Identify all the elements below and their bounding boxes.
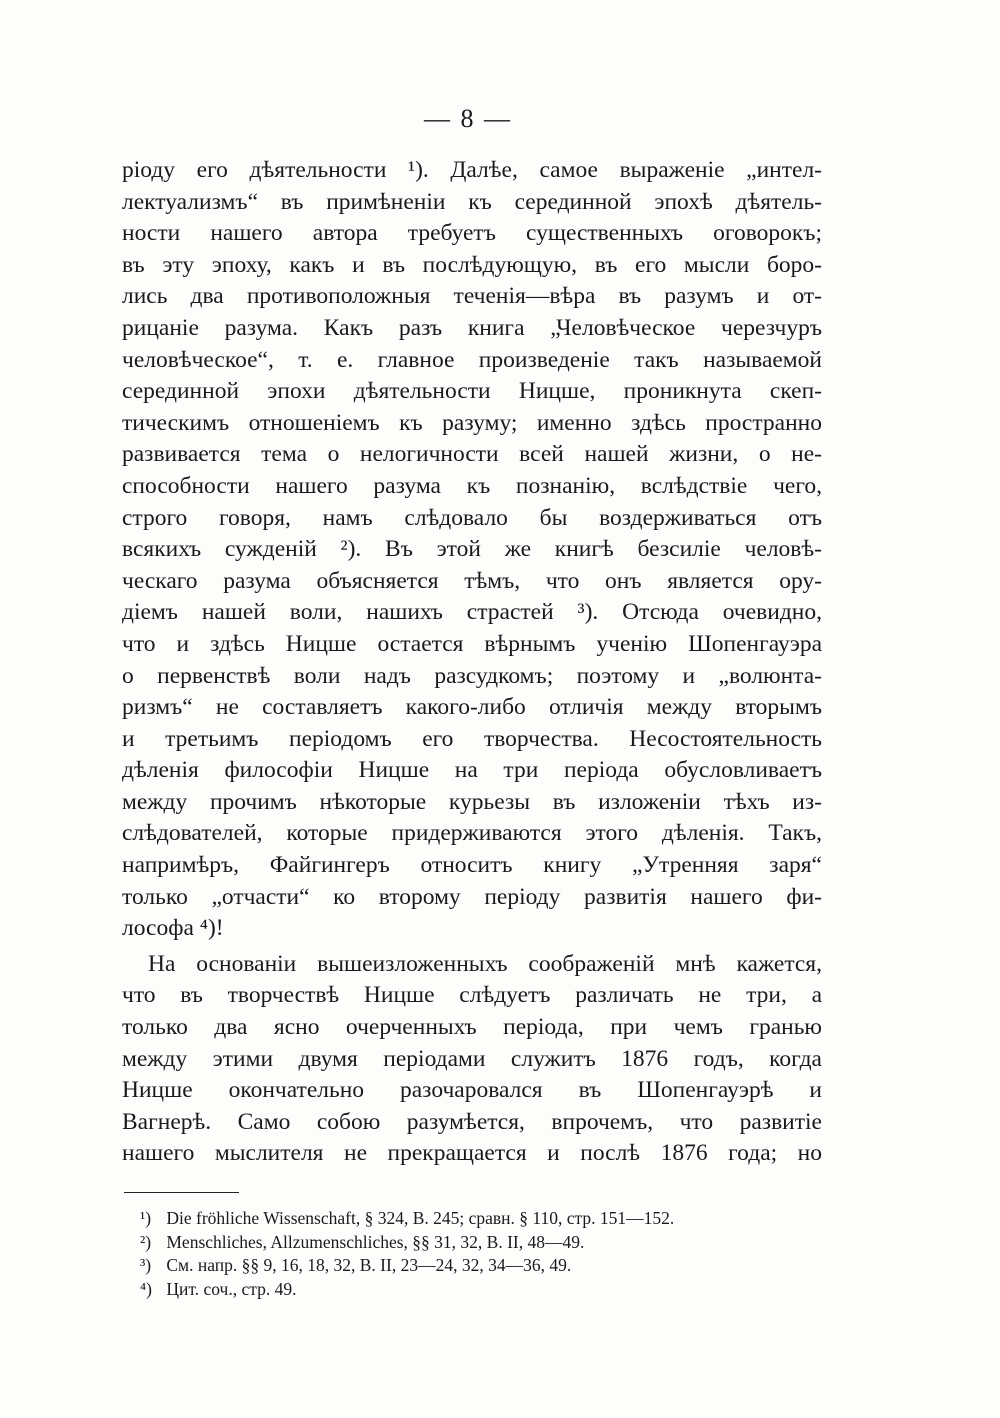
text-line: ческаго разума объясняется тѣмъ, что онъ является ору- [122, 567, 822, 594]
footnote-text: Menschliches, Allzumenschliches, §§ 31, 32, В. II, 48—49. [166, 1231, 585, 1252]
text-line: ріоду его дѣятельности ¹). Далѣе, самое выраженіе „интел- [122, 157, 822, 183]
footnote-divider [124, 1192, 239, 1193]
text-line: что въ творчествѣ Ницше слѣдуетъ различать не три, а [122, 982, 822, 1009]
text-line: На основаніи вышеизложенныхъ соображеній мнѣ кажется, [148, 950, 822, 977]
text-line: тическимъ отношеніемъ къ разуму; именно здѣсь пространно [122, 409, 822, 436]
text-line: лософа ⁴)! [122, 915, 224, 942]
text-line: только „отчасти“ ко второму періоду развитія нашего фи- [122, 883, 822, 910]
text-line: и третьимъ періодомъ его творчества. Несостоятельность [122, 725, 822, 752]
footnote [140, 1278, 840, 1302]
footnote [140, 1207, 840, 1231]
text-line: только два ясно очерченныхъ періода, при чемъ гранью [122, 1014, 822, 1041]
text-line: въ эту эпоху, какъ и въ послѣдующую, въ его мысли боро- [122, 251, 822, 278]
text-line: Ницше окончательно разочаровался въ Шопенгауэрѣ и [122, 1077, 822, 1104]
footnote-text: Die fröhliche Wissenschaft, § 324, В. 245; сравн. § 110, стр. 151—152. [166, 1208, 675, 1228]
text-line: человѣческое“, т. е. главное произведеніе такъ называемой [122, 346, 822, 373]
page-number: — 8 — [424, 104, 512, 133]
text-line: способности нашего разума къ познанію, вслѣдствіе чего, [122, 472, 822, 499]
footnote [140, 1231, 840, 1255]
text-line: между прочимъ нѣкоторые курьезы въ изложеніи тѣхъ из- [122, 788, 822, 815]
text-line: развивается тема о нелогичности всей нашей жизни, о не- [122, 441, 822, 468]
footnotes [140, 1207, 840, 1301]
text-line: что и здѣсь Ницше остается вѣрнымъ ученію Шопенгауэра [122, 630, 822, 657]
text-line: рицаніе разума. Какъ разъ книга „Человѣческое черезчуръ [122, 314, 822, 341]
text-line: слѣдователей, которые придерживаются этого дѣленія. Такъ, [122, 820, 822, 847]
footnote-mark: ⁴) [140, 1278, 152, 1299]
text-line: дѣленія философіи Ницше на три періода обусловливаетъ [122, 757, 822, 784]
text-line: всякихъ сужденій ²). Въ этой же книгѣ безсиліе человѣ- [122, 536, 822, 563]
text-line: напримѣръ, Файгингеръ относитъ книгу „Утренняя заря“ [122, 852, 822, 879]
body-text [122, 155, 822, 1170]
text-line: лектуализмъ“ въ примѣненіи къ серединной эпохѣ дѣятель- [122, 188, 822, 215]
text-line: ризмъ“ не составляетъ какого-либо отличія между вторымъ [122, 694, 822, 721]
text-line: Вагнерѣ. Само собою разумѣется, впрочемъ, что развитіе [122, 1108, 822, 1135]
text-line: нашего мыслителя не прекращается и послѣ 1876 года; но [122, 1140, 822, 1167]
text-line: діемъ нашей воли, нашихъ страстей ³). Отсюда очевидно, [122, 599, 822, 626]
text-line: между этими двумя періодами служитъ 1876 годъ, когда [122, 1045, 822, 1072]
text-line: ности нашего автора требуетъ существенныхъ оговорокъ; [122, 220, 822, 247]
footnote-mark: ³) [140, 1255, 152, 1275]
text-line: о первенствѣ воли надъ разсудкомъ; поэтому и „волюнта- [122, 662, 822, 689]
text-line: строго говоря, намъ слѣдовало бы воздерживаться отъ [122, 504, 822, 531]
footnote-text: См. напр. §§ 9, 16, 18, 32, В. II, 23—24, 32, 34—36, 49. [166, 1255, 572, 1275]
text-line: серединной эпохи дѣятельности Ницше, проникнута скеп- [122, 378, 822, 405]
paragraph-2 [122, 949, 822, 1170]
paragraph-1 [122, 155, 822, 945]
footnote-text: Цит. соч., стр. 49. [166, 1278, 297, 1299]
footnote [140, 1254, 840, 1278]
footnote-mark: ²) [140, 1231, 152, 1252]
footnote-mark: ¹) [140, 1208, 152, 1228]
text-line: лись два противоположныя теченія—вѣра въ разумъ и от- [122, 283, 822, 310]
